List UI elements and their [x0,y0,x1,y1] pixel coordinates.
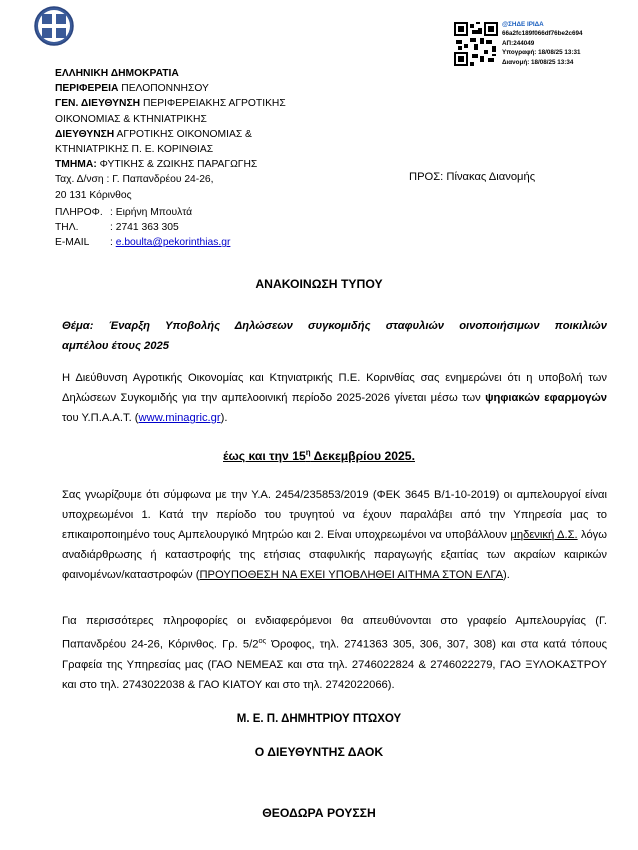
signature-line1: Μ. Ε. Π. ΔΗΜΗΤΡΙΟΥ ΠΤΩΧΟΥ [236,713,402,725]
deadline-sup: η [305,448,311,457]
signatory-name: ΘΕΟΔΩΡΑ ΡΟΥΣΣΗ [262,806,376,820]
document-title: ΑΝΑΚΟΙΝΩΣΗ ΤΥΠΟΥ [255,277,383,291]
greek-emblem-icon [34,6,74,46]
iris-stamp [502,20,583,67]
stamp-ap: ΑΠ:244049 [502,39,535,47]
stamp-signature: Υπογραφή: 18/08/25 13:31 [502,49,581,57]
tel-label: ΤΗΛ. [55,222,79,234]
header-region: ΠΕΛΟΠΟΝΝΗΣΟΥ [118,83,209,95]
header-gendir-label: ΓΕΝ. ΔΙΕΥΘΥΝΣΗ [55,98,141,110]
p1-end: ). [220,412,228,424]
p2-text2: λόγω αναδιάρθρωσης ή καταστροφής της ετήσιας σταφυλικής παραγωγής εξαιτίας των ακραίων καιρικών φαινομένων/καταστροφών ( [62,529,607,581]
header-dir-label: ΔΙΕΥΘΥΝΣΗ [55,128,115,140]
paragraph-1 [62,368,607,428]
header-country: ΕΛΛΗΝΙΚΗ ΔΗΜΟΚΡΑΤΙΑ [55,68,179,79]
minagric-link[interactable]: www.minagric.gr [138,412,221,424]
header-address: Ταχ. Δ/νση : Γ. Παπανδρέου 24-26, [55,174,214,186]
p1-text: Η Διεύθυνση Αγροτικής Οικονομίας και Κτηνιατρικής Π.Ε. Κορινθίας σας ενημερώνει ότι η υποβολή των Δηλώσεων Συγκομιδής για την αμπελοοινική περίοδο 2025-2026 γίνεται μέσω των [62,372,607,404]
header-dir: ΑΓΡΟΤΙΚΗΣ ΟΙΚΟΝΟΜΙΑΣ & [114,128,252,140]
contact-value: : Ειρήνη Μπουλτά [110,206,193,218]
email-link[interactable]: e.boulta@pekorinthias.gr [115,237,231,249]
subject [62,316,607,356]
qr-code [454,22,498,66]
stamp-code: 66a2fc189f066df76be2c694 [502,30,583,38]
subject-line1: Θέμα: Έναρξη Υποβολής Δηλώσεων συγκομιδής σταφυλιών οινοποιήσιμων ποικιλιών [62,320,607,332]
p1-bold: ψηφιακών εφαρμογών [485,392,607,404]
stamp-distribution: Διανομή: 18/08/25 13:34 [502,58,574,66]
sender-header [55,66,286,250]
tel-value: : 2741 363 305 [110,222,179,234]
stamp-title: @ΣΗΔΕ ΙΡΙΔΑ [502,21,544,28]
signature-line2: Ο ΔΙΕΥΘΥΝΤΗΣ ΔΑΟΚ [254,745,384,759]
p2-underline: μηδενική Δ.Σ. [510,529,578,541]
header-dept-label: ΤΜΗΜΑ: [55,159,97,171]
deadline-text2: Δεκεμβρίου 2025. [310,449,415,464]
p3-text2: Όροφος, τηλ. 2741363 305, 306, 307, 308) και στα κατά τόπους Γραφεία της Υπηρεσίας μας (ΓΑΟ ΝΕΜΕΑΣ και στα τηλ. 2746022824 & 2746022279, ΓΑΟ ΞΥΛΟΚΑΣΤΡΟΥ και στο τηλ. 2743022038 & ΓΑΟ ΚΙΑΤΟΥ και στο τηλ. 2742022066). [62,638,607,691]
header-dir-cont: ΚΤΗΝΙΑΤΡΙΚΗΣ Π. Ε. ΚΟΡΙΝΘΙΑΣ [55,144,214,156]
recipient: ΠΡΟΣ: Πίνακας Διανομής [409,171,536,183]
p1-text2: του Υ.Π.Α.Α.Τ. ( [62,412,139,424]
paragraph-2 [62,485,607,585]
header-gendir-cont: ΟΙΚΟΝΟΜΙΑΣ & ΚΤΗΝΙΑΤΡΙΚΗΣ [55,113,207,125]
p2-text: Σας γνωρίζουμε ότι σύμφωνα με την Υ.Α. 2454/235853/2019 (ΦΕΚ 3645 Β/1-10-2019) οι αμπελουργοί είναι υποχρεωμένοι 1. Κατά την περίοδο του τρυγητού να έχουν παραλάβει από την Υπηρεσία μας το επικαιροποιημένο τους Αμπελουργικό Μητρώο και 2. Είναι υποχρεωμένοι να υποβάλλουν [62,489,607,541]
email-label: E-MAIL [55,237,90,249]
p2-condition: ΠΡΟΥΠΟΘΕΣΗ ΝΑ ΕΧΕΙ ΥΠΟΒΛΗΘΕΙ ΑΙΤΗΜΑ ΣΤΟΝ ΕΛΓΑ [199,569,504,581]
paragraph-3 [62,611,607,695]
header-postcode: 20 131 Κόρινθος [55,189,132,201]
deadline [0,448,638,463]
contact-label: ΠΛΗΡΟΦ. [55,206,103,218]
p3-text: Για περισσότερες πληροφορίες οι ενδιαφερόμενοι θα απευθύνονται στο γραφείο Αμπελουργίας (Γ. Παπανδρέου 24-26, Κόρινθος. Γρ. 5/2 [62,615,607,651]
p3-sup: ος [258,636,267,645]
email-sep: : [110,237,116,249]
header-dept: ΦΥΤΙΚΗΣ & ΖΩΙΚΗΣ ΠΑΡΑΓΩΓΗΣ [96,159,258,171]
header-gendir: ΠΕΡΙΦΕΡΕΙΑΚΗΣ ΑΓΡΟΤΙΚΗΣ [140,98,286,110]
deadline-text: έως και την 15 [223,449,306,464]
p2-end: ). [503,569,510,581]
subject-line2: αμπέλου έτους 2025 [62,340,169,352]
header-region-label: ΠΕΡΙΦΕΡΕΙΑ [55,83,119,95]
